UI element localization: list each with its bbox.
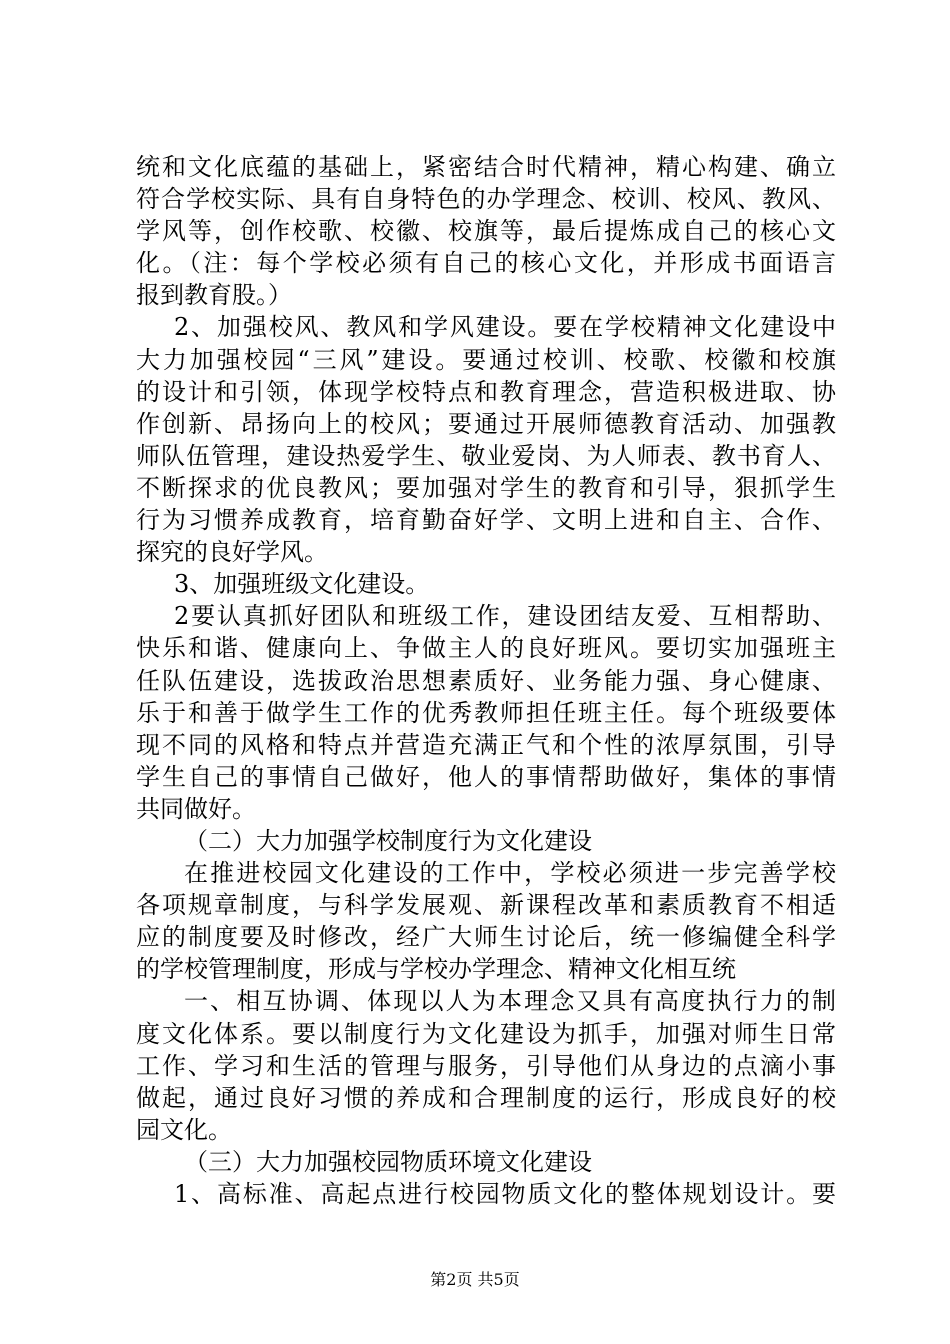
text-line: 园文化。 [136, 1115, 232, 1144]
text-line: 不断探求的优良教风；要加强对学生的教育和引导，狠抓学生 [136, 473, 836, 502]
text-line: 报到教育股。） [136, 281, 292, 310]
text-line: 探究的良好学风。 [136, 538, 328, 567]
text-line: 各项规章制度，与科学发展观、新课程改革和素质教育不相适 [136, 891, 836, 920]
section-heading: （二）大力加强学校制度行为文化建设 [184, 826, 592, 855]
text-line: 做起，通过良好习惯的养成和合理制度的运行，形成良好的校 [136, 1083, 836, 1112]
text-line: 度文化体系。要以制度行为文化建设为抓手，加强对师生日常 [136, 1019, 836, 1048]
page-number: 第2页 共5页 [430, 1270, 520, 1289]
text-line: 化。（注：每个学校必须有自己的核心文化，并形成书面语言 [136, 249, 836, 278]
page-footer [0, 1270, 950, 1290]
text-line: 1、高标准、高起点进行校园物质文化的整体规划设计。要 [174, 1180, 836, 1208]
text-line: 2、加强校风、教风和学风建设。要在学校精神文化建设中 [174, 313, 836, 342]
text-line: 作创新、昂扬向上的校风；要通过开展师德教育活动、加强教 [136, 409, 836, 438]
text-line: 统和文化底蕴的基础上，紧密结合时代精神，精心构建、确立 [136, 153, 836, 181]
text-line: 学风等，创作校歌、校徽、校旗等，最后提炼成自己的核心文 [136, 217, 836, 246]
text-line: 工作、学习和生活的管理与服务，引导他们从身边的点滴小事 [136, 1051, 836, 1080]
text-line: 应的制度要及时修改，经广大师生讨论后，统一修编健全科学 [136, 923, 836, 952]
section-heading: （三）大力加强校园物质环境文化建设 [184, 1147, 592, 1176]
text-line: 快乐和谐、健康向上、争做主人的良好班风。要切实加强班主 [136, 634, 836, 663]
text-line: 一、相互协调、体现以人为本理念又具有高度执行力的制 [184, 987, 836, 1016]
text-line: 任队伍建设，选拔政治思想素质好、业务能力强、身心健康、 [136, 666, 836, 695]
text-line: 的学校管理制度，形成与学校办学理念、精神文化相互统 [136, 955, 736, 984]
body-text [136, 151, 836, 1210]
text-line: 学生自己的事情自己做好，他人的事情帮助做好，集体的事情 [136, 762, 836, 791]
text-line: 在推进校园文化建设的工作中，学校必须进一步完善学校 [184, 859, 836, 888]
text-line: 行为习惯养成教育，培育勤奋好学、文明上进和自主、合作、 [136, 506, 836, 535]
text-line: 乐于和善于做学生工作的优秀教师担任班主任。每个班级要体 [136, 698, 836, 727]
text-line: 的设计和引领，体现学校特点和教育理念，营造积极进取、协 [136, 377, 836, 406]
text-line: 共同做好。 [136, 794, 256, 823]
text-line: 符合学校实际、具有自身特色的办学理念、校训、校风、教风、 [136, 185, 836, 214]
text-line: 师队伍管理，建设热爱学生、敬业爱岗、为人师表、教书育人、 [136, 441, 836, 470]
text-line: 现不同的风格和特点并营造充满正气和个性的浓厚氛围，引导 [136, 730, 836, 759]
text-line: 大力加强校园“三风”建设。要通过校训、校歌、校徽和校旗 [136, 345, 836, 374]
text-line: 2要认真抓好团队和班级工作，建设团结友爱、互相帮助、 [174, 602, 836, 631]
text-line: 3、加强班级文化建设。 [174, 570, 430, 599]
